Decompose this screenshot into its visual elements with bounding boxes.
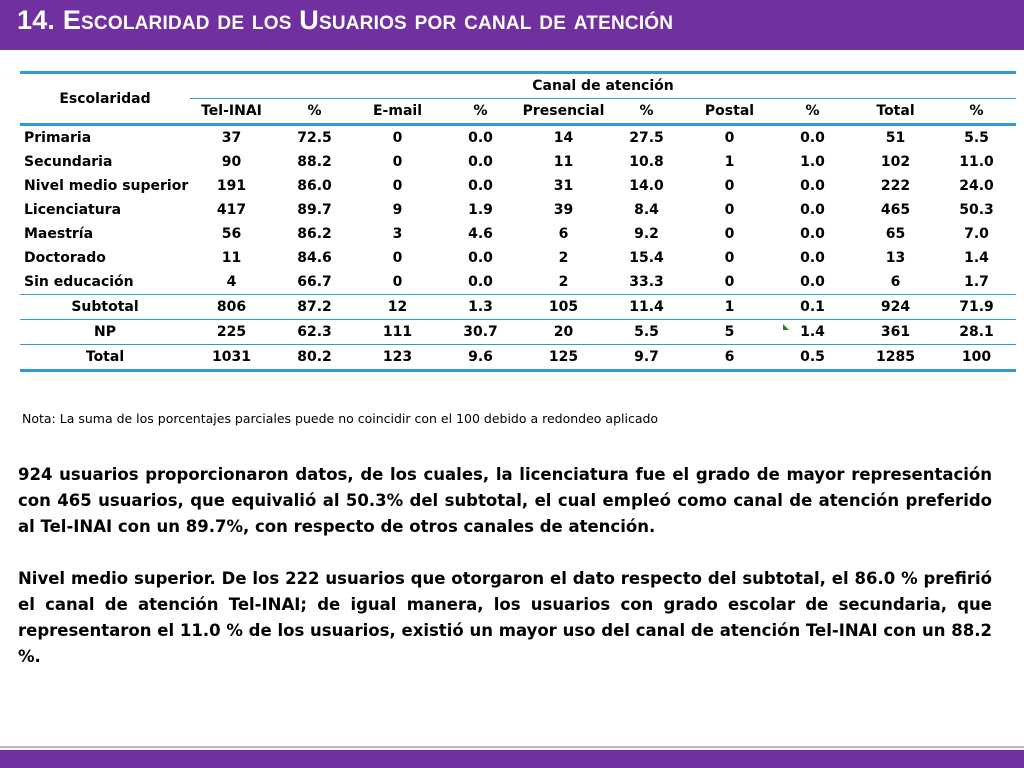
table-cell: 12 xyxy=(356,295,439,320)
table-cell: 71.9 xyxy=(937,295,1016,320)
table-cell: 1 xyxy=(688,295,771,320)
table-cell: 4 xyxy=(190,270,273,295)
table-cell: 361 xyxy=(854,320,937,345)
table-cell: 0 xyxy=(724,178,735,194)
table-cell: 30.7 xyxy=(439,320,522,345)
row-label: Total xyxy=(20,345,190,371)
table-cell: 62.3 xyxy=(273,320,356,345)
table-cell: 0.0 xyxy=(468,250,493,266)
table-row xyxy=(20,174,1016,198)
table-cell: 105 xyxy=(522,295,605,320)
table-cell: 88.2 xyxy=(297,154,332,170)
table-cell: 225 xyxy=(190,320,273,345)
column-header: Postal xyxy=(688,99,771,125)
table-cell: 50.3 xyxy=(959,202,994,218)
table-cell: 90 xyxy=(221,154,242,170)
table-cell: 89.7 xyxy=(297,202,332,218)
row-label: Primaria xyxy=(24,130,92,146)
table-cell: 0 xyxy=(724,202,735,218)
footer-bar xyxy=(0,750,1024,768)
table-cell: 66.7 xyxy=(273,270,356,295)
table-cell: 111 xyxy=(356,320,439,345)
table-row xyxy=(20,295,1016,320)
title-bar xyxy=(0,0,1024,50)
data-table xyxy=(20,71,1016,372)
table-cell: 1.0 xyxy=(800,154,825,170)
table-cell: 5.5 xyxy=(605,320,688,345)
table-cell: 0.0 xyxy=(468,178,493,194)
table-row xyxy=(20,270,1016,295)
table-cell: 14.0 xyxy=(629,178,664,194)
table-cell: 0 xyxy=(392,154,403,170)
table-cell: 15.4 xyxy=(629,250,664,266)
table-cell: 0 xyxy=(724,226,735,242)
table-cell: 24.0 xyxy=(959,178,994,194)
table-cell: 2 xyxy=(522,270,605,295)
table-cell: 33.3 xyxy=(605,270,688,295)
table-cell: 84.6 xyxy=(297,250,332,266)
table-note: Nota: La suma de los porcentajes parciales puede no coincidir con el 100 debido a redondeo aplicado xyxy=(22,411,659,426)
table-cell: 87.2 xyxy=(273,295,356,320)
column-header: % xyxy=(771,99,854,125)
table-cell: 9.7 xyxy=(605,345,688,371)
table-cell: 417 xyxy=(216,202,247,218)
paragraph-licenciatura: 924 usuarios proporcionaron datos, de los cuales, la licenciatura fue el grado de mayor representación con 465 usuarios, que equivalió al 50.3% del subtotal, el cual empleó como canal de atención preferido al Tel-INAI con un 89.7%, con respecto de otros canales de atención. xyxy=(18,465,992,536)
table-cell: 7.0 xyxy=(964,226,989,242)
table-cell: 102 xyxy=(880,154,911,170)
table-cell: 8.4 xyxy=(634,202,659,218)
table-cell: 2 xyxy=(558,250,569,266)
table-cell: 1.4 xyxy=(771,320,854,345)
table-cell: 14 xyxy=(553,130,574,146)
table-cell: 0.0 xyxy=(468,130,493,146)
table-cell: 5.5 xyxy=(964,130,989,146)
table-cell: 11.0 xyxy=(959,154,994,170)
table-cell: 191 xyxy=(216,178,247,194)
table-cell: 0.0 xyxy=(800,202,825,218)
table-row xyxy=(20,320,1016,345)
column-header: E-mail xyxy=(356,99,439,125)
table-cell: 0 xyxy=(392,178,403,194)
column-header: % xyxy=(273,99,356,125)
table-cell: 1.9 xyxy=(468,202,493,218)
table-cell: 0.0 xyxy=(439,270,522,295)
table-cell: 100 xyxy=(937,345,1016,371)
table-row xyxy=(20,125,1016,151)
table-cell: 37 xyxy=(221,130,242,146)
cell-marker xyxy=(783,324,789,330)
row-header: Escolaridad xyxy=(20,73,190,125)
row-label: NP xyxy=(20,320,190,345)
table-cell: 1031 xyxy=(190,345,273,371)
table-cell: 27.5 xyxy=(629,130,664,146)
table-cell: 13 xyxy=(885,250,906,266)
table-cell: 11 xyxy=(553,154,574,170)
table-cell: 6 xyxy=(688,345,771,371)
table-row xyxy=(20,345,1016,371)
table-cell: 924 xyxy=(854,295,937,320)
paragraph-nivel-medio: Nivel medio superior. De los 222 usuarios que otorgaron el dato respecto del subtotal, el 86.0 % prefirió el canal de atención Tel-INAI; de igual manera, los usuarios con grado escolar de secundaria, que representaron el 11.0 % de los usuarios, existió un mayor uso del canal de atención Tel-INAI con un 88.2 %. xyxy=(18,569,992,666)
table-cell: 0.0 xyxy=(800,226,825,242)
table-cell: 0 xyxy=(724,250,735,266)
table-cell: 72.5 xyxy=(297,130,332,146)
table-cell: 222 xyxy=(880,178,911,194)
group-header: Canal de atención xyxy=(190,73,1016,99)
table-body xyxy=(20,125,1016,371)
table-cell: 28.1 xyxy=(937,320,1016,345)
table-cell: 0.0 xyxy=(771,270,854,295)
table-cell: 6 xyxy=(854,270,937,295)
column-header: Tel-INAI xyxy=(190,99,273,125)
table-cell: 4.6 xyxy=(468,226,493,242)
column-header: % xyxy=(605,99,688,125)
table-cell: 0 xyxy=(356,270,439,295)
table-row xyxy=(20,150,1016,174)
table-cell: 0.0 xyxy=(800,130,825,146)
table-cell: 0.0 xyxy=(800,250,825,266)
table-cell: 86.2 xyxy=(297,226,332,242)
table-row xyxy=(20,198,1016,222)
table-cell: 125 xyxy=(522,345,605,371)
table-cell: 20 xyxy=(522,320,605,345)
column-header: % xyxy=(937,99,1016,125)
table-row xyxy=(20,246,1016,270)
column-header: Presencial xyxy=(522,99,605,125)
table-cell: 51 xyxy=(885,130,906,146)
table-cell: 11 xyxy=(221,250,242,266)
table-cell: 80.2 xyxy=(273,345,356,371)
table-cell: 9.6 xyxy=(439,345,522,371)
row-label: Doctorado xyxy=(24,250,106,266)
footer-line xyxy=(0,746,1024,748)
table-cell: 1 xyxy=(724,154,735,170)
table-cell: 806 xyxy=(190,295,273,320)
table-cell: 3 xyxy=(392,226,403,242)
table-cell: 56 xyxy=(221,226,242,242)
table-cell: 1285 xyxy=(854,345,937,371)
table-cell: 1.7 xyxy=(937,270,1016,295)
row-label: Sin educación xyxy=(20,270,190,295)
table-cell: 0.1 xyxy=(771,295,854,320)
header-row-group xyxy=(20,73,1016,99)
table-cell: 31 xyxy=(553,178,574,194)
table-cell: 10.8 xyxy=(629,154,664,170)
row-label: Nivel medio superior xyxy=(24,178,189,194)
table-cell: 0 xyxy=(688,270,771,295)
row-label: Secundaria xyxy=(24,154,113,170)
table-row xyxy=(20,222,1016,246)
table-cell: 1.3 xyxy=(439,295,522,320)
table-cell: 9 xyxy=(392,202,403,218)
row-label: Subtotal xyxy=(20,295,190,320)
column-header: % xyxy=(439,99,522,125)
table-cell: 465 xyxy=(880,202,911,218)
table-cell: 11.4 xyxy=(605,295,688,320)
row-label: Licenciatura xyxy=(24,202,122,218)
table-cell: 39 xyxy=(553,202,574,218)
column-header: Total xyxy=(854,99,937,125)
table-cell: 86.0 xyxy=(297,178,332,194)
page-title: 14. Escolaridad de los Usuarios por canal de atención xyxy=(17,5,674,35)
table-cell: 0 xyxy=(392,130,403,146)
table-cell: 5 xyxy=(688,320,771,345)
table-cell: 0.0 xyxy=(800,178,825,194)
table-cell: 6 xyxy=(558,226,569,242)
table-cell: 1.4 xyxy=(964,250,989,266)
table-cell: 0.5 xyxy=(771,345,854,371)
row-label: Maestría xyxy=(24,226,94,242)
table-cell: 0 xyxy=(392,250,403,266)
table-cell: 0 xyxy=(724,130,735,146)
table-cell: 0.0 xyxy=(468,154,493,170)
table-cell: 9.2 xyxy=(634,226,659,242)
table-cell: 65 xyxy=(885,226,906,242)
table-cell: 123 xyxy=(356,345,439,371)
